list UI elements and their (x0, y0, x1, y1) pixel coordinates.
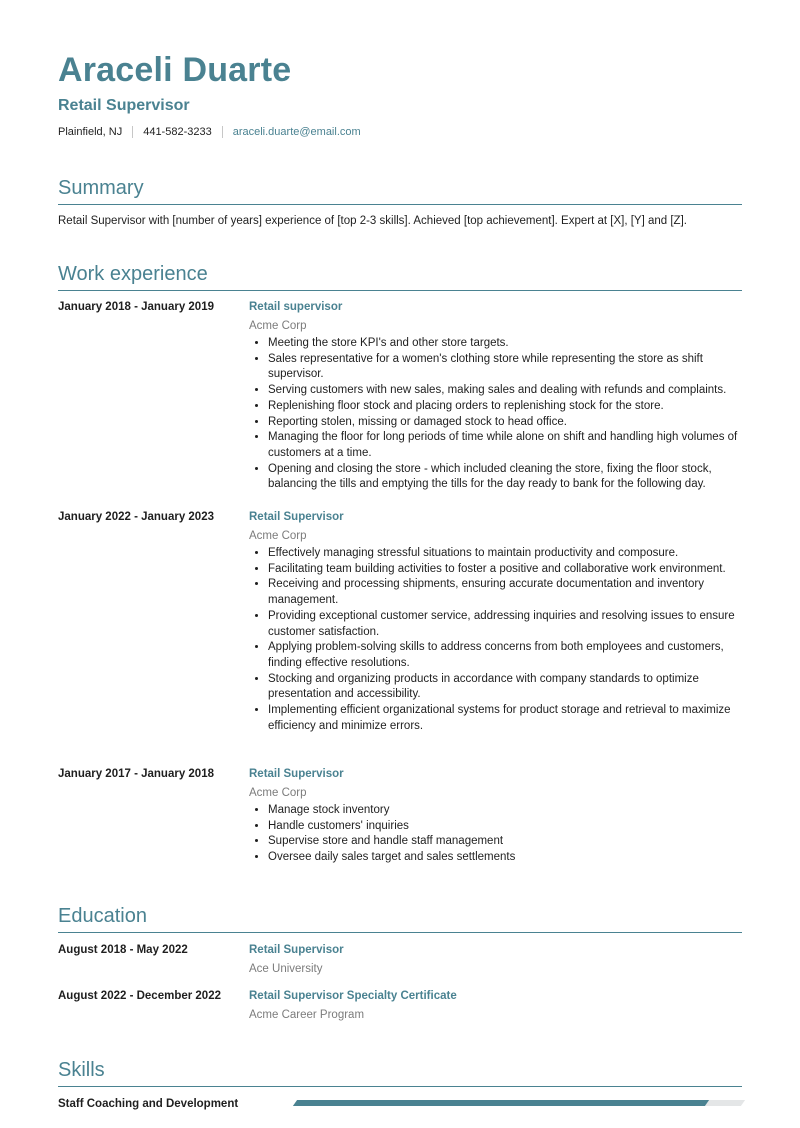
bullet-item: • Serving customers with new sales, making sales and dealing with refunds and complaints. (268, 383, 742, 399)
work-experience-heading: Work experience (58, 261, 742, 291)
education-entry-dates: August 2022 - December 2022 (58, 990, 221, 1002)
work-entry-dates: January 2022 - January 2023 (58, 511, 214, 523)
candidate-title: Retail Supervisor (58, 97, 190, 114)
education-entry-title: Retail Supervisor Specialty Certificate (249, 990, 457, 1002)
bullet-item: • Implementing efficient organizational systems for product storage and retrieval to maximize efficiency and minimize errors. (268, 703, 742, 734)
education-entry-school: Acme Career Program (249, 1009, 365, 1021)
bullet-item: • Stocking and organizing products in accordance with company standards to optimize presentation and accessibility. (268, 672, 742, 703)
work-entry-bullets (249, 336, 742, 493)
work-entry-company: Acme Corp (249, 320, 307, 332)
bullet-item: • Sales representative for a women's clothing store while representing the store as shift supervisor. (268, 352, 742, 383)
bullet-item: • Replenishing floor stock and placing orders to replenishing stock for the store. (268, 399, 742, 415)
bullet-item: • Reporting stolen, missing or damaged stock to head office. (268, 415, 742, 431)
bullet-item: • Providing exceptional customer service, addressing inquiries and resolving issues to ensure customer satisfaction. (268, 609, 742, 640)
skills-heading: Skills (58, 1057, 742, 1087)
bullet-item: • Oversee daily sales target and sales settlements (268, 850, 742, 866)
bullet-item: • Receiving and processing shipments, ensuring accurate documentation and inventory management. (268, 577, 742, 608)
work-entry-title: Retail supervisor (249, 301, 343, 313)
work-entry-title: Retail Supervisor (249, 511, 344, 523)
contact-info (58, 124, 361, 140)
work-entry-title: Retail Supervisor (249, 768, 344, 780)
contact-location: Plainfield, NJ (58, 126, 123, 138)
bullet-item: • Applying problem-solving skills to address concerns from both employees and customers, finding effective resolutions. (268, 640, 742, 671)
work-entry-company: Acme Corp (249, 530, 307, 542)
education-heading: Education (58, 903, 742, 933)
contact-email-link[interactable]: araceli.duarte@email.com (232, 126, 361, 138)
bullet-item: • Managing the floor for long periods of time while alone on shift and handling high volumes of customers at a time. (268, 430, 742, 461)
bullet-item: • Opening and closing the store - which included cleaning the store, fixing the floor stock, balancing the tills and emptying the tills for the day ready to bank for the following day. (268, 462, 742, 493)
education-entry-title: Retail Supervisor (249, 944, 344, 956)
education-entry-dates: August 2018 - May 2022 (58, 944, 188, 956)
bullet-item: • Facilitating team building activities to foster a positive and collaborative work environment. (268, 562, 742, 578)
work-entry-company: Acme Corp (249, 787, 307, 799)
summary-heading: Summary (58, 175, 742, 205)
bullet-item: • Manage stock inventory (268, 803, 742, 819)
candidate-name: Araceli Duarte (58, 51, 292, 89)
contact-divider (222, 126, 223, 138)
work-entry-bullets (249, 546, 742, 734)
work-entry-dates: January 2017 - January 2018 (58, 768, 214, 780)
skill-level-fill (293, 1100, 709, 1106)
bullet-item: • Effectively managing stressful situations to maintain productivity and composure. (268, 546, 742, 562)
skill-level-bar (293, 1100, 745, 1106)
bullet-item: • Supervise store and handle staff management (268, 834, 742, 850)
education-entry-school: Ace University (249, 963, 323, 975)
contact-phone: 441-582-3233 (143, 126, 212, 138)
bullet-item: • Meeting the store KPI's and other store targets. (268, 336, 742, 352)
work-entry-dates: January 2018 - January 2019 (58, 301, 214, 313)
bullet-item: • Handle customers' inquiries (268, 819, 742, 835)
contact-divider (132, 126, 133, 138)
skill-name: Staff Coaching and Development (58, 1098, 239, 1110)
summary-text: Retail Supervisor with [number of years] experience of [top 2-3 skills]. Achieved [top achievement]. Expert at [X], [Y] and [Z]. (58, 215, 687, 227)
work-entry-bullets (249, 803, 742, 866)
